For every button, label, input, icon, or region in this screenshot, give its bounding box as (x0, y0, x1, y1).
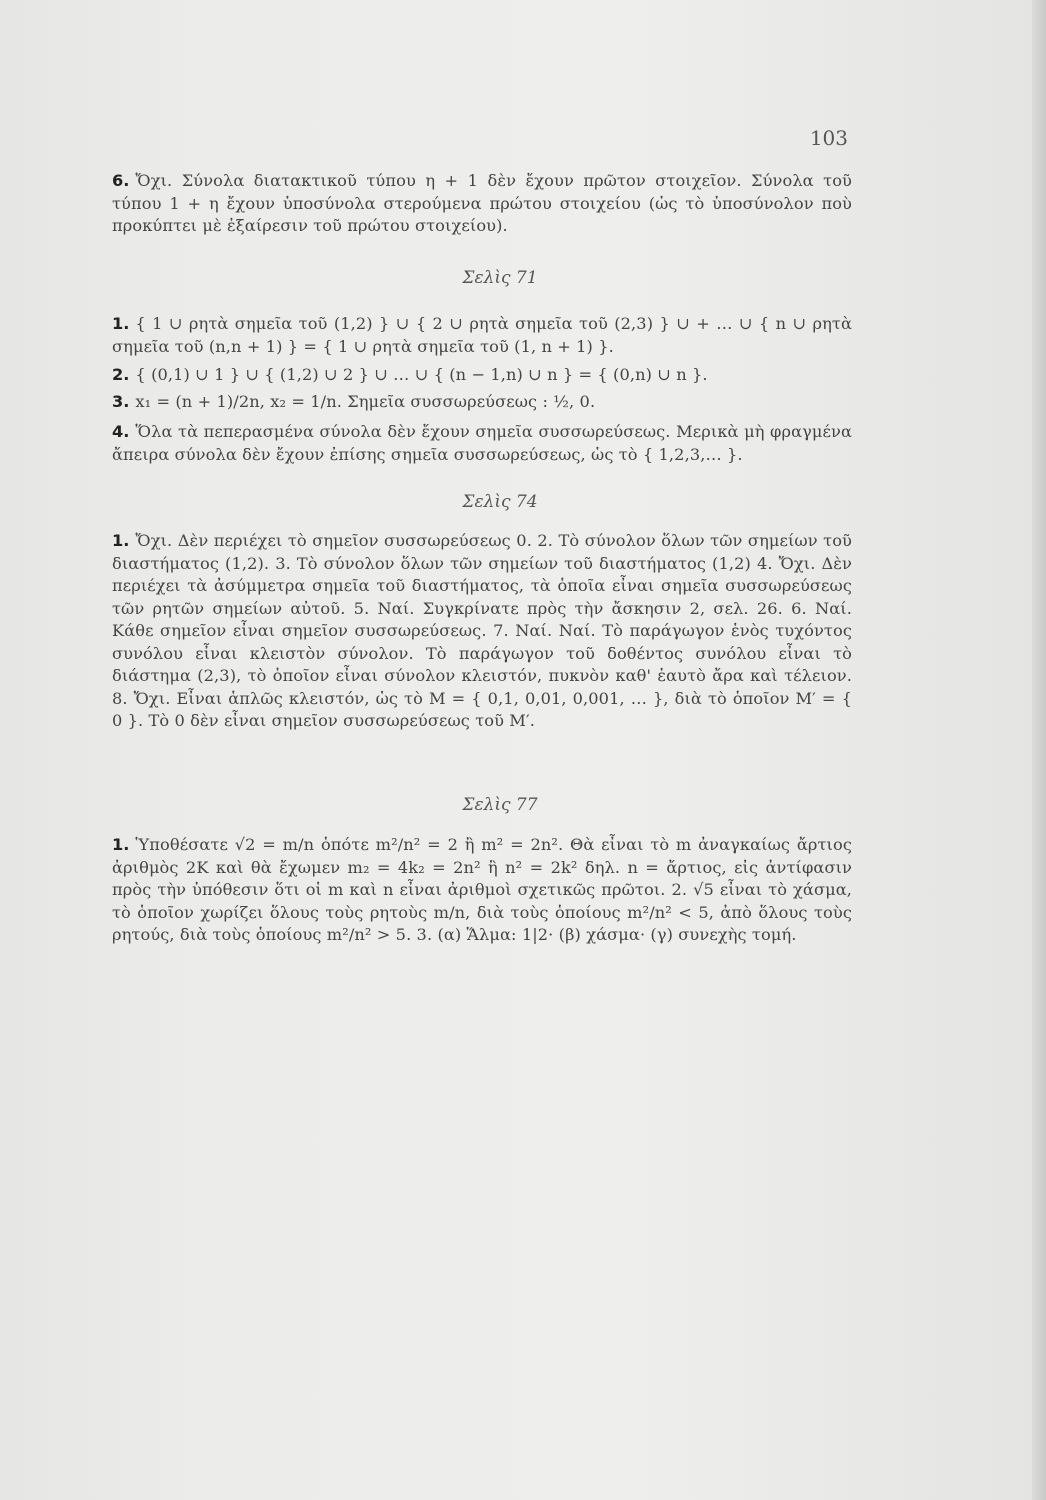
answer-item (112, 421, 852, 466)
item-number: 1. (112, 835, 130, 854)
item-text: Ὅλα τὰ πεπερασμένα σύνολα δὲν ἔχουν σημεῖα συσσωρεύσεως. Μερικὰ μὴ φραγμένα ἄπειρα σύνολα δὲν ἔχουν ἐπίσης σημεῖα συσσωρεύσεως, ὡς τὸ { 1,2,3,… }. (112, 422, 852, 464)
item-number: 2. (112, 365, 130, 384)
item-number: 4. (112, 422, 130, 441)
page-edge-shadow (1032, 0, 1046, 1500)
item-number: 1. (112, 531, 130, 550)
item-text: x₁ = (n + 1)/2n, x₂ = 1/n. Σημεῖα συσσωρεύσεως : ½, 0. (135, 392, 596, 411)
item-text: Ὑποθέσατε √2 = m/n ὁπότε m²/n² = 2 ἢ m² = 2n². Θὰ εἶναι τὸ m ἀναγκαίως ἄρτιος ἀριθμὸς 2K καὶ θὰ ἔχωμεν m₂ = 4k₂ = 2n² ἢ n² = 2k² δηλ. n = ἄρτιος, εἰς ἀντίφασιν πρὸς τὴν ὑπόθεσιν ὅτι οἱ m καὶ n εἶναι ἀριθμοὶ σχετικῶς πρῶτοι. 2. √5 εἶναι τὸ χάσμα, τὸ ὁποῖον χωρίζει ὅλους τοὺς ρητοὺς m/n, διὰ τοὺς ὁποίους m²/n² < 5, ἀπὸ ὅλους τοὺς ρητούς, διὰ τοὺς ὁποίους m²/n² > 5. 3. (α) Ἅλμα: 1|2· (β) χάσμα· (γ) συνεχὴς τομή. (112, 835, 852, 944)
answer-item (112, 530, 852, 733)
item-text: { (0,1) ∪ 1 } ∪ { (1,2) ∪ 2 } ∪ … ∪ { (n − 1,n) ∪ n } = { (0,n) ∪ n }. (135, 365, 708, 384)
item-text: { 1 ∪ ρητὰ σημεῖα τοῦ (1,2) } ∪ { 2 ∪ ρητὰ σημεῖα τοῦ (2,3) } ∪ + … ∪ { n ∪ ρητὰ σημεῖα τοῦ (n,n + 1) } = { 1 ∪ ρητὰ σημεῖα τοῦ (1, n + 1) }. (112, 314, 852, 356)
answer-item (112, 364, 852, 387)
section-heading: Σελὶς 71 (462, 268, 538, 288)
item-number: 3. (112, 392, 130, 411)
item-text: Ὄχι. Δὲν περιέχει τὸ σημεῖον συσσωρεύσεως 0. 2. Τὸ σύνολον ὅλων τῶν σημείων τοῦ διαστήματος (1,2). 3. Τὸ σύνολον ὅλων τῶν σημείων τοῦ διαστήματος (1,2) 4. Ὄχι. Δὲν περιέχει τὰ ἀσύμμετρα σημεῖα τοῦ διαστήματος, τὰ ὁποῖα εἶναι σημεῖα συσσωρεύσεως τῶν ρητῶν σημείων αὐτοῦ. 5. Ναί. Συγκρίνατε πρὸς τὴν ἄσκησιν 2, σελ. 26. 6. Ναί. Κάθε σημεῖον εἶναι σημεῖον συσσωρεύσεως. 7. Ναί. Ναί. Τὸ παράγωγον ἑνὸς τυχόντος συνόλου εἶναι κλειστὸν σύνολον. Τὸ παράγωγον τοῦ δοθέντος συνόλου εἶναι τὸ διάστημα (2,3), τὸ ὁποῖον εἶναι σύνολον κλειστόν, πυκνὸν καθ' ἑαυτὸ ἄρα καὶ τέλειον. 8. Ὄχι. Εἶναι ἁπλῶς κλειστόν, ὡς τὸ M = { 0,1, 0,01, 0,001, … }, διὰ τὸ ὁποῖον M′ = { 0 }. Τὸ 0 δὲν εἶναι σημεῖον συσσωρεύσεως τοῦ M′. (112, 531, 852, 730)
answer-item (112, 391, 852, 414)
page-number: 103 (809, 126, 848, 150)
answer-item (112, 313, 852, 358)
item-number: 1. (112, 314, 130, 333)
answer-item (112, 170, 852, 238)
section-heading: Σελὶς 77 (462, 795, 538, 815)
item-text: Ὄχι. Σύνολα διατακτικοῦ τύπου η + 1 δὲν ἔχουν πρῶτον στοιχεῖον. Σύνολα τοῦ τύπου 1 + η ἔχουν ὑποσύνολα στερούμενα πρώτου στοιχείου (ὡς τὸ ὑποσύνολον ποὺ προκύπτει μὲ ἐξαίρεσιν τοῦ πρώτου στοιχείου). (112, 171, 852, 235)
item-number: 6. (112, 171, 130, 190)
answer-item (112, 834, 852, 947)
section-heading: Σελὶς 74 (462, 492, 538, 512)
